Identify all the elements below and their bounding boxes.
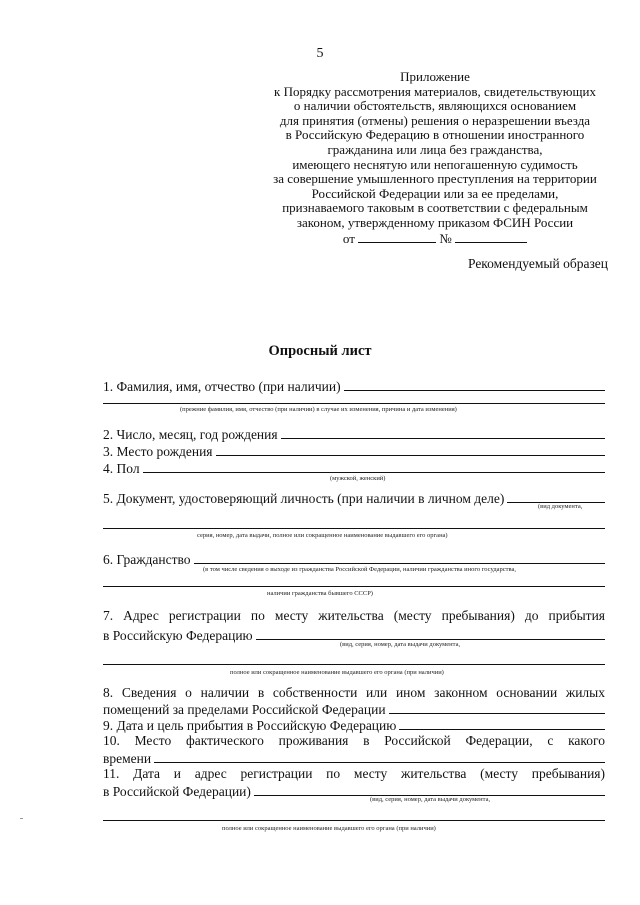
page-number: 5 <box>316 46 324 61</box>
scan-speck <box>20 818 23 819</box>
annex-line: к Порядку рассмотрения материалов, свидетельствующих <box>274 83 596 99</box>
field-hint: (вид документа, <box>538 503 583 510</box>
fill-line[interactable] <box>194 551 605 564</box>
annex-line: признаваемого таковым в соответствии с федеральным <box>282 200 588 216</box>
field-registration-in-russia[interactable] <box>103 783 605 800</box>
annex-line: для принятия (отмены) решения о неразрешении въезда <box>279 112 591 128</box>
field-label: 2. Число, месяц, год рождения <box>103 427 278 442</box>
annex-line: в Российскую Федерацию в отношении иностранного <box>285 127 585 143</box>
field-label: помещений за пределами Российской Федерации <box>103 702 386 717</box>
field-hint: (в том числе сведения о выходе из гражданства Российской Федерации, наличии гражданства иного государства, <box>203 566 516 573</box>
field-identity-document[interactable] <box>103 490 605 507</box>
annex-line: имеющего неснятую или непогашенную судимость <box>292 156 578 172</box>
field-label: 1. Фамилия, имя, отчество (при наличии) <box>103 379 341 394</box>
fill-line[interactable] <box>103 664 605 665</box>
fill-line[interactable] <box>344 378 605 391</box>
sample-label: Рекомендуемый образец <box>467 256 608 271</box>
field-hint: полное или сокращенное наименование выдавшего его органа (при наличии) <box>222 825 436 832</box>
field-label: в Российскую Федерацию <box>103 628 253 643</box>
field-label: 10. Место фактического проживания в Российской Федерации, с какого <box>103 733 605 748</box>
fill-line[interactable] <box>507 490 605 503</box>
fill-line[interactable] <box>154 750 605 763</box>
field-label: времени <box>103 751 152 766</box>
field-birth-place[interactable] <box>103 443 605 460</box>
annex-line: Российской Федерации или за ее пределами, <box>311 185 559 201</box>
field-hint: (вид, серия, номер, дата выдачи документа, <box>370 796 491 803</box>
field-hint: наличии гражданства бывшего СССР) <box>267 590 373 597</box>
field-full-name[interactable] <box>103 378 605 395</box>
field-label: 11. Дата и адрес регистрации по месту жительства (месту пребывания) <box>103 766 605 781</box>
from-label: от <box>342 230 355 246</box>
annex-line: о наличии обстоятельств, являющихся основанием <box>293 98 577 114</box>
annex-line: за совершение умышленного преступления на территории <box>273 171 597 187</box>
fill-line[interactable] <box>399 717 605 730</box>
fill-line[interactable] <box>143 460 605 473</box>
field-label: 5. Документ, удостоверяющий личность (при наличии в личном деле) <box>103 491 505 506</box>
field-actual-residence[interactable] <box>103 750 605 767</box>
number-label: № <box>439 230 452 246</box>
field-hint: (прежние фамилия, имя, отчество (при наличии) в случае их изменения, причина и дата изменения) <box>180 406 457 413</box>
field-label: 4. Пол <box>103 461 140 476</box>
annex-line: гражданина или лица без гражданства, <box>327 141 543 157</box>
number-blank[interactable] <box>455 231 527 243</box>
fill-line[interactable] <box>103 403 605 404</box>
fill-line[interactable] <box>389 701 605 714</box>
annex-line: Приложение <box>400 69 470 84</box>
fill-line[interactable] <box>256 627 605 640</box>
fill-line[interactable] <box>281 426 605 439</box>
field-label: 9. Дата и цель прибытия в Российскую Федерацию <box>103 718 397 733</box>
field-label: в Российской Федерации) <box>103 784 251 799</box>
form-title: Опросный лист <box>268 343 372 359</box>
fill-line[interactable] <box>216 443 605 456</box>
annex-line: законом, утвержденному приказом ФСИН России <box>296 214 574 230</box>
field-hint: серия, номер, дата выдачи, полное или сокращенное наименование выдавшего его органа) <box>197 532 448 539</box>
field-label: 6. Гражданство <box>103 552 191 567</box>
field-label: 3. Место рождения <box>103 444 213 459</box>
fill-line[interactable] <box>103 586 605 587</box>
fill-line[interactable] <box>103 820 605 821</box>
field-label: 8. Сведения о наличии в собственности или ином законном основании жилых <box>103 685 605 700</box>
annex-date-number-line <box>250 231 620 247</box>
field-hint: (мужской, женский) <box>330 475 386 482</box>
field-hint: (вид, серия, номер, дата выдачи документа, <box>340 641 461 648</box>
field-housing-abroad[interactable] <box>103 701 605 718</box>
field-arrival-date-purpose[interactable] <box>103 717 605 734</box>
annex-header <box>250 70 620 246</box>
date-blank[interactable] <box>358 231 436 243</box>
field-birth-date[interactable] <box>103 426 605 443</box>
fill-line[interactable] <box>103 528 605 529</box>
field-label: 7. Адрес регистрации по месту жительства (месту пребывания) до прибытия <box>103 608 605 623</box>
fill-line[interactable] <box>254 783 605 796</box>
field-hint: полное или сокращенное наименование выдавшего его органа (при наличии) <box>230 669 444 676</box>
